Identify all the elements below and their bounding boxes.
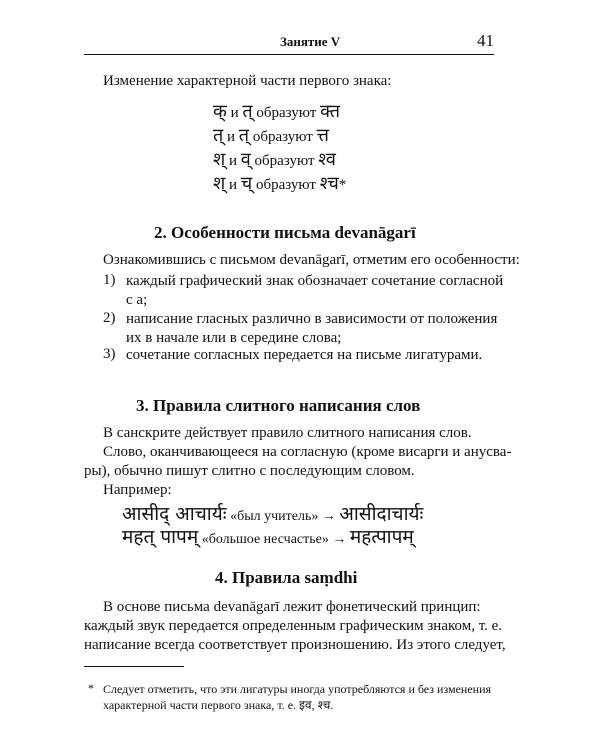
list-item-line: с а; <box>126 292 148 308</box>
list-item <box>126 272 503 310</box>
section-4-paragraph: написание всегда соответствует произношению. Из этого следует, <box>84 637 506 653</box>
footnote-line <box>103 697 333 713</box>
ligature-result: त्त <box>316 125 329 146</box>
ligature-verb: образуют <box>252 129 313 145</box>
ligature-and: и <box>229 153 238 169</box>
sandhi-result: आसीदाचार्यः <box>339 503 424 525</box>
section-4-paragraph: В основе письма devanāgarī лежит фонетический принцип: <box>103 599 481 615</box>
footnote-mark: * <box>88 681 94 695</box>
ligature-verb: образуют <box>256 105 317 121</box>
gloss: «был учитель» <box>230 509 319 524</box>
ligature-first: श् <box>213 149 226 170</box>
chapter-title: Занятие V <box>280 34 341 49</box>
ligature-and: и <box>227 129 236 145</box>
section-4-heading: 4. Правила saṃdhi <box>215 568 358 587</box>
list-number: 2) <box>103 310 116 326</box>
ligature-row <box>213 171 346 193</box>
list-item-line: написание гласных различно в зависимости от положения <box>126 311 498 327</box>
list-item-line: сочетание согласных передается на письме лигатурами. <box>126 347 483 363</box>
intro-text: Изменение характерной части первого знака: <box>103 73 392 89</box>
section-3-paragraph: Слово, оканчивающееся на согласную (кроме висарги и анусва- <box>103 444 512 460</box>
list-number: 1) <box>103 272 116 288</box>
arrow: → <box>321 509 336 524</box>
ligature-second: त् <box>238 125 250 146</box>
ligature-result: श्च <box>319 173 339 194</box>
section-2-lead: Ознакомившись с письмом devanāgarī, отметим его особенности: <box>103 252 520 268</box>
footnote-text: характерной части первого знака, т. е. <box>103 698 297 712</box>
sanskrit-phrase: आसीद् आचार्यः <box>122 503 227 525</box>
ligature-and: и <box>229 177 238 193</box>
sandhi-result: महत्पापम् <box>349 526 414 548</box>
section-2-heading: 2. Особенности письма devanāgarī <box>154 223 416 242</box>
section-4-paragraph: каждый звук передается определенным графическим знаком, т. е. <box>84 618 503 634</box>
ligature-row <box>213 147 336 169</box>
list-item <box>126 310 497 348</box>
list-item-line: каждый графический знак обозначает сочетание согласной <box>126 273 504 289</box>
page-number: 41 <box>477 31 494 50</box>
list-item <box>126 346 482 365</box>
list-item-line: их в начале или в середине слова; <box>126 330 342 346</box>
ligature-first: क् <box>213 101 227 122</box>
header-rule <box>84 54 494 55</box>
example-label: Например: <box>103 482 172 498</box>
arrow: → <box>332 532 347 547</box>
ligature-row <box>213 123 329 145</box>
ligature-first: श् <box>213 173 226 194</box>
ligature-second: व् <box>240 149 251 170</box>
ligature-result: क्त <box>320 101 341 122</box>
section-3-paragraph: ры), обычно пишут слитно с последующим словом. <box>84 463 415 479</box>
footnote-line: Следует отметить, что эти лигатуры иногда употребляются и без изменения <box>103 682 492 696</box>
footnote-rule <box>84 666 184 667</box>
section-3-paragraph: В санскрите действует правило слитного написания слов. <box>103 425 472 441</box>
footnote-examples: इव, श्च. <box>299 698 334 712</box>
example-row <box>122 500 423 524</box>
list-number: 3) <box>103 346 116 362</box>
ligature-verb: образуют <box>255 177 316 193</box>
footnote-marker: * <box>338 177 347 193</box>
ligature-row <box>213 99 340 121</box>
example-row <box>122 523 414 547</box>
ligature-result: श्व <box>318 149 336 170</box>
ligature-first: त् <box>213 125 224 146</box>
sanskrit-phrase: महत् पापम् <box>122 526 199 548</box>
ligature-second: त् <box>242 101 253 122</box>
ligature-verb: образуют <box>254 153 315 169</box>
ligature-and: и <box>230 105 239 121</box>
section-3-heading: 3. Правила слитного написания слов <box>136 396 421 415</box>
ligature-second: च् <box>240 173 253 194</box>
gloss: «большое несчастье» <box>201 532 329 547</box>
